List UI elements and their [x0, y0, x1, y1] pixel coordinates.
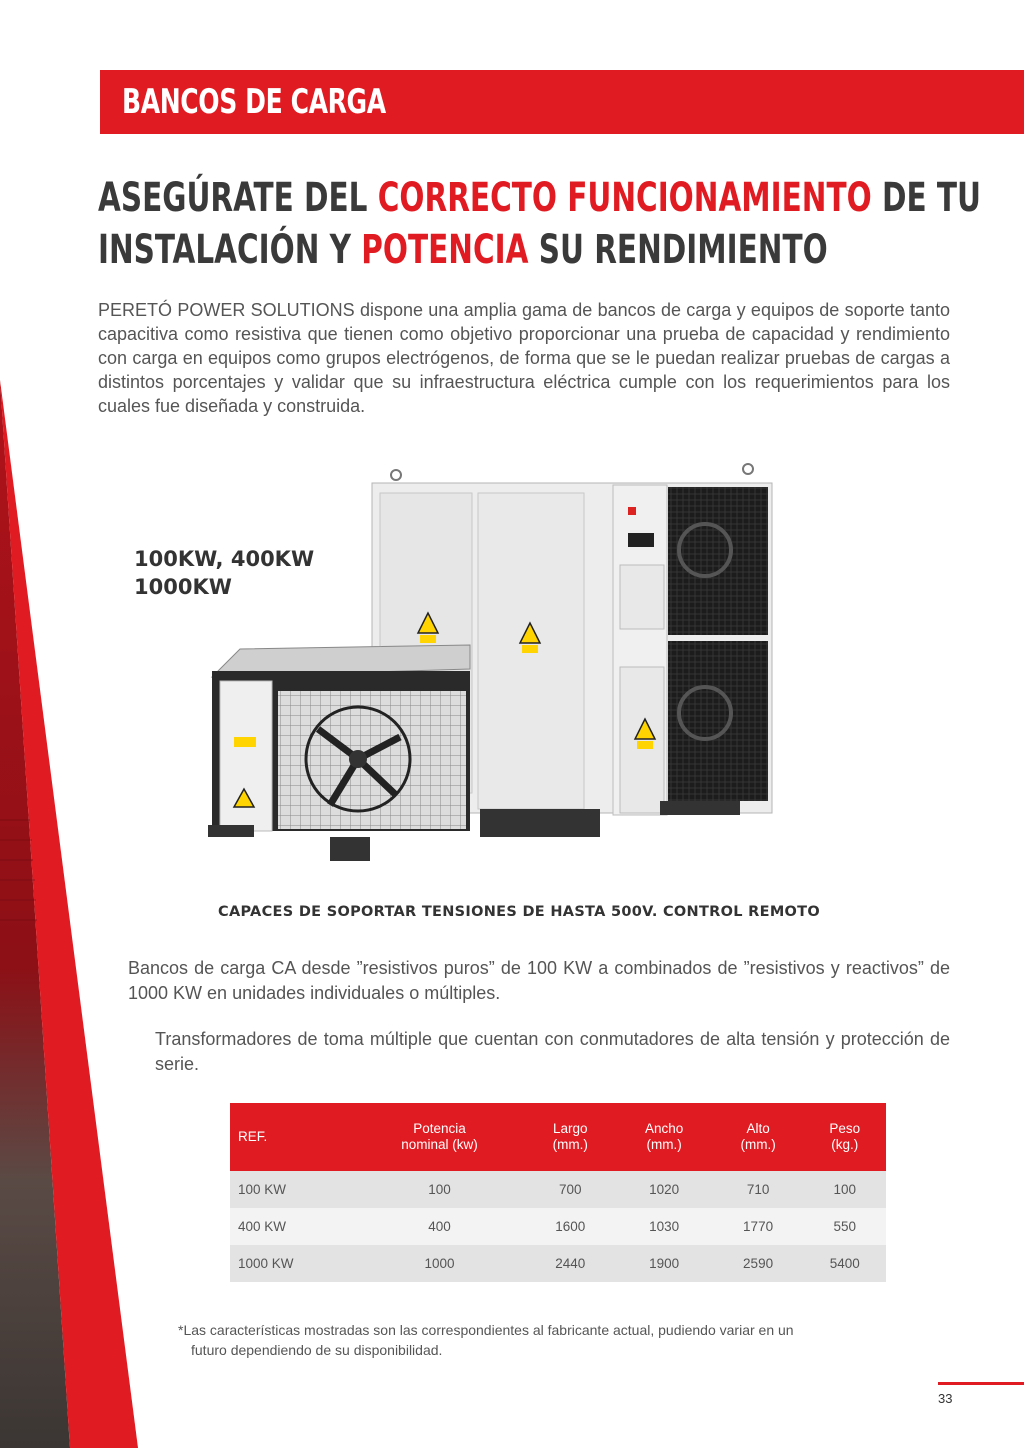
header-ancho: Ancho (mm.): [645, 1121, 684, 1152]
specifications-table: [230, 1103, 886, 1282]
table-cell: 2440: [555, 1256, 586, 1271]
headline-line-1: [98, 172, 981, 224]
headline-highlight: CORRECTO FUNCIONAMIENTO: [377, 175, 872, 221]
header-ref: REF.: [238, 1129, 268, 1144]
header-bar: [100, 70, 1024, 134]
headline-text: SU RENDIMIENTO: [528, 227, 828, 273]
headline-text: ASEGÚRATE DEL: [98, 175, 378, 221]
table-cell: 1900: [649, 1256, 680, 1271]
table-cell: 5400: [829, 1256, 860, 1271]
page-number: 33: [938, 1391, 953, 1406]
table-row: [230, 1171, 886, 1208]
table-cell: 100 KW: [238, 1182, 287, 1197]
table-cell: 700: [559, 1182, 582, 1197]
headline-highlight: POTENCIA: [361, 227, 529, 273]
header-peso: Peso (kg.): [829, 1121, 861, 1152]
table-row: [230, 1208, 886, 1245]
table-cell: 400 KW: [238, 1219, 287, 1234]
footnote: [178, 1320, 938, 1360]
table-cell: 1000 KW: [238, 1256, 294, 1271]
headline: [98, 172, 981, 276]
table-cell: 1000: [424, 1256, 455, 1271]
header-largo: Largo (mm.): [552, 1121, 588, 1152]
table-cell: 1020: [649, 1182, 680, 1197]
load-bank-units-image: [200, 455, 780, 875]
page-number-rule: [938, 1382, 1024, 1385]
section-title: BANCOS DE CARGA: [122, 82, 386, 122]
table-cell: 2590: [743, 1256, 774, 1271]
feature-paragraph-1: Bancos de carga CA desde ”resistivos puros” de 100 KW a combinados de ”resistivos y reactivos” de 1000 KW en unidades individuales o múltiples.: [128, 958, 950, 1003]
headline-line-2: [98, 224, 836, 276]
small-load-bank: [208, 645, 470, 861]
models-line-1: 100KW, 400KW: [134, 547, 315, 571]
headline-text: INSTALACIÓN Y: [98, 227, 362, 273]
footnote-line-1: *Las características mostradas son las correspondientes al fabricante actual, pudiendo variar en un: [178, 1322, 794, 1338]
table-cell: 100: [833, 1182, 857, 1197]
table-cell: 710: [746, 1182, 770, 1197]
table-cell: 550: [833, 1219, 857, 1234]
models-line-2: 1000KW: [134, 575, 232, 599]
header-potencia: Potencia nominal (kw): [401, 1121, 478, 1152]
header-alto: Alto (mm.): [740, 1121, 776, 1152]
table-cell: 1600: [555, 1219, 586, 1234]
table-cell: 400: [428, 1219, 451, 1234]
table-row: [230, 1245, 886, 1282]
intro-paragraph: PERETÓ POWER SOLUTIONS dispone una amplia gama de bancos de carga y equipos de soporte tanto capacitiva como resistiva que tienen como objetivo proporcionar una prueba de capacidad y rendimiento con carga en equipos como grupos electrógenos, de forma que se le puedan realizar pruebas de cargas a distintos porcentajes y validar que su infraestructura eléctrica cumple con los requerimientos para los cuales fue diseñada y construida.: [98, 300, 950, 416]
table-cell: 1030: [649, 1219, 680, 1234]
headline-text: DE TU: [871, 175, 981, 221]
feature-paragraph-2: Transformadores de toma múltiple que cuentan con conmutadores de alta tensión y protección de serie.: [155, 1029, 950, 1074]
table-header-row: [230, 1103, 886, 1171]
product-caption: CAPACES DE SOPORTAR TENSIONES DE HASTA 500V. CONTROL REMOTO: [218, 904, 820, 920]
table-cell: 100: [428, 1182, 451, 1197]
table-cell: 1770: [743, 1219, 774, 1234]
footnote-line-2: futuro dependiendo de su disponibilidad.: [191, 1342, 443, 1358]
